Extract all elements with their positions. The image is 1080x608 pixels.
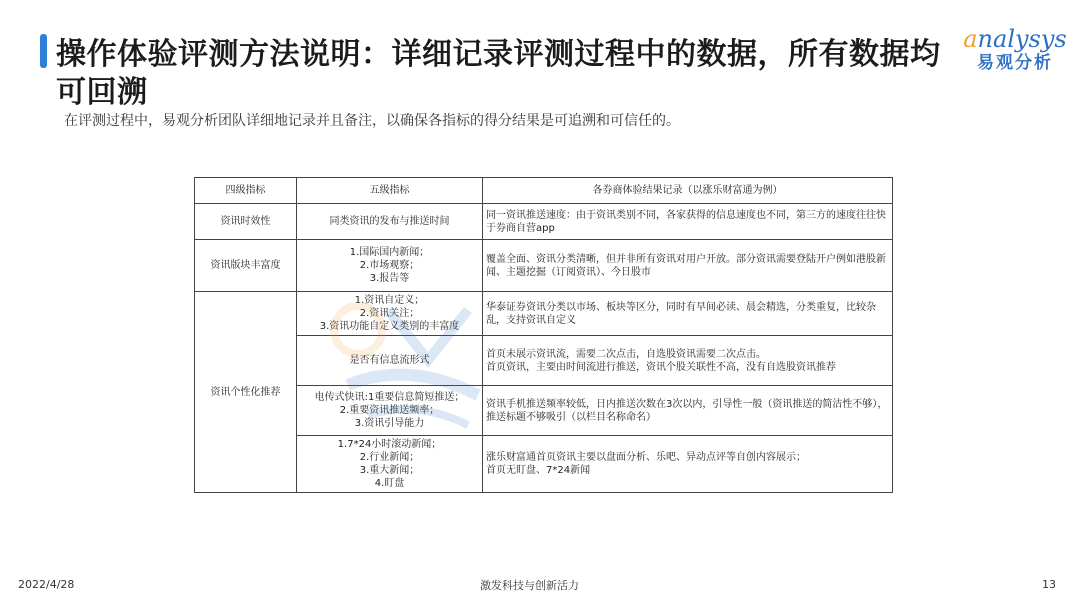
- cell-level5: [297, 386, 483, 436]
- analysys-logo: [960, 26, 1070, 74]
- cell-level4: 资讯时效性: [195, 204, 297, 240]
- table-row: [195, 292, 893, 336]
- table-row: [195, 204, 893, 240]
- page-subtitle: 在评测过程中，易观分析团队详细地记录并且备注，以确保各指标的得分结果是可追溯和可信任的。: [64, 113, 680, 129]
- cell-record: 资讯手机推送频率较低，日内推送次数在3次以内，引导性一般（资讯推送的简洁性不够），推送标题不够吸引（以栏目名称命名）: [483, 386, 893, 436]
- cell-record: [483, 336, 893, 386]
- header-record: 各券商体验结果记录（以涨乐财富通为例）: [483, 178, 893, 204]
- cell-line: 2.资讯关注；: [359, 308, 420, 319]
- page-number: 13: [1042, 578, 1056, 591]
- table-row: [195, 240, 893, 292]
- cell-line: 涨乐财富通首页资讯主要以盘面分析、乐吧、异动点评等自创内容展示；: [486, 452, 806, 463]
- cell-record: 覆盖全面、资讯分类清晰，但并非所有资讯对用户开放。部分资讯需要登陆开户例如港股新闻、主题挖掘（订阅资讯）、今日股市: [483, 240, 893, 292]
- cell-line: 首页无盯盘、7*24新闻: [486, 465, 591, 476]
- cell-line: 2.重要资讯推送频率；: [339, 405, 440, 416]
- cell-line: 2.市场观察；: [359, 260, 420, 271]
- footer-date: 2022/4/28: [18, 578, 75, 591]
- logo-text-en: [960, 26, 1070, 52]
- cell-level5: [297, 240, 483, 292]
- table-row: [195, 386, 893, 436]
- page-title: 操作体验评测方法说明：详细记录评测过程中的数据，所有数据均可回溯: [56, 37, 941, 110]
- table-row: [195, 336, 893, 386]
- cell-line: 首页资讯，主要由时间流进行推送，资讯个股关联性不高，没有自选股资讯推荐: [486, 361, 836, 373]
- cell-record: 同一资讯推送速度：由于资讯类别不同，各家获得的信息速度也不同，第三方的速度往往快于券商自营app: [483, 204, 893, 240]
- header-level5: 五级指标: [297, 178, 483, 204]
- cell-line: 4.盯盘: [374, 478, 405, 489]
- cell-level5: 同类资讯的发布与推送时间: [297, 204, 483, 240]
- table-header-row: [195, 178, 893, 204]
- cell-line: 1.7*24小时滚动新闻；: [337, 439, 442, 450]
- cell-line: 1.国际国内新闻；: [349, 247, 430, 258]
- logo-text-cn: 易观分析: [977, 53, 1053, 73]
- cell-record: 华泰证券资讯分类以市场、板块等区分，同时有早间必读、晨会精选，分类重复，比较杂乱，支持资讯自定义: [483, 292, 893, 336]
- cell-level5: 是否有信息流形式: [297, 336, 483, 386]
- cell-level5: [297, 292, 483, 336]
- logo-letters-rest: nalysys: [977, 25, 1067, 53]
- cell-level4: 资讯个性化推荐: [195, 292, 297, 493]
- cell-line: 1.资讯自定义；: [354, 295, 425, 306]
- evaluation-table-wrapper: [194, 177, 892, 493]
- table-row: [195, 436, 893, 493]
- evaluation-table: [194, 177, 893, 493]
- cell-line: 3.重大新闻；: [359, 465, 420, 476]
- cell-line: 3.资讯引导能力: [354, 418, 425, 429]
- cell-line: 首页未展示资讯流，需要二次点击，自选股资讯需要二次点击。: [486, 348, 766, 360]
- header-level4: 四级指标: [195, 178, 297, 204]
- cell-record: [483, 436, 893, 493]
- cell-level5: [297, 436, 483, 493]
- footer-slogan: 激发科技与创新活力: [480, 579, 579, 592]
- title-accent-bar: [40, 34, 47, 68]
- cell-line: 电传式快讯:1重要信息简短推送；: [314, 392, 465, 403]
- cell-line: 2.行业新闻；: [359, 452, 420, 463]
- cell-level4: 资讯版块丰富度: [195, 240, 297, 292]
- cell-line: 3.报告等: [369, 273, 410, 284]
- logo-letter-a: a: [963, 25, 978, 53]
- cell-line: 3.资讯功能自定义类别的丰富度: [319, 321, 460, 332]
